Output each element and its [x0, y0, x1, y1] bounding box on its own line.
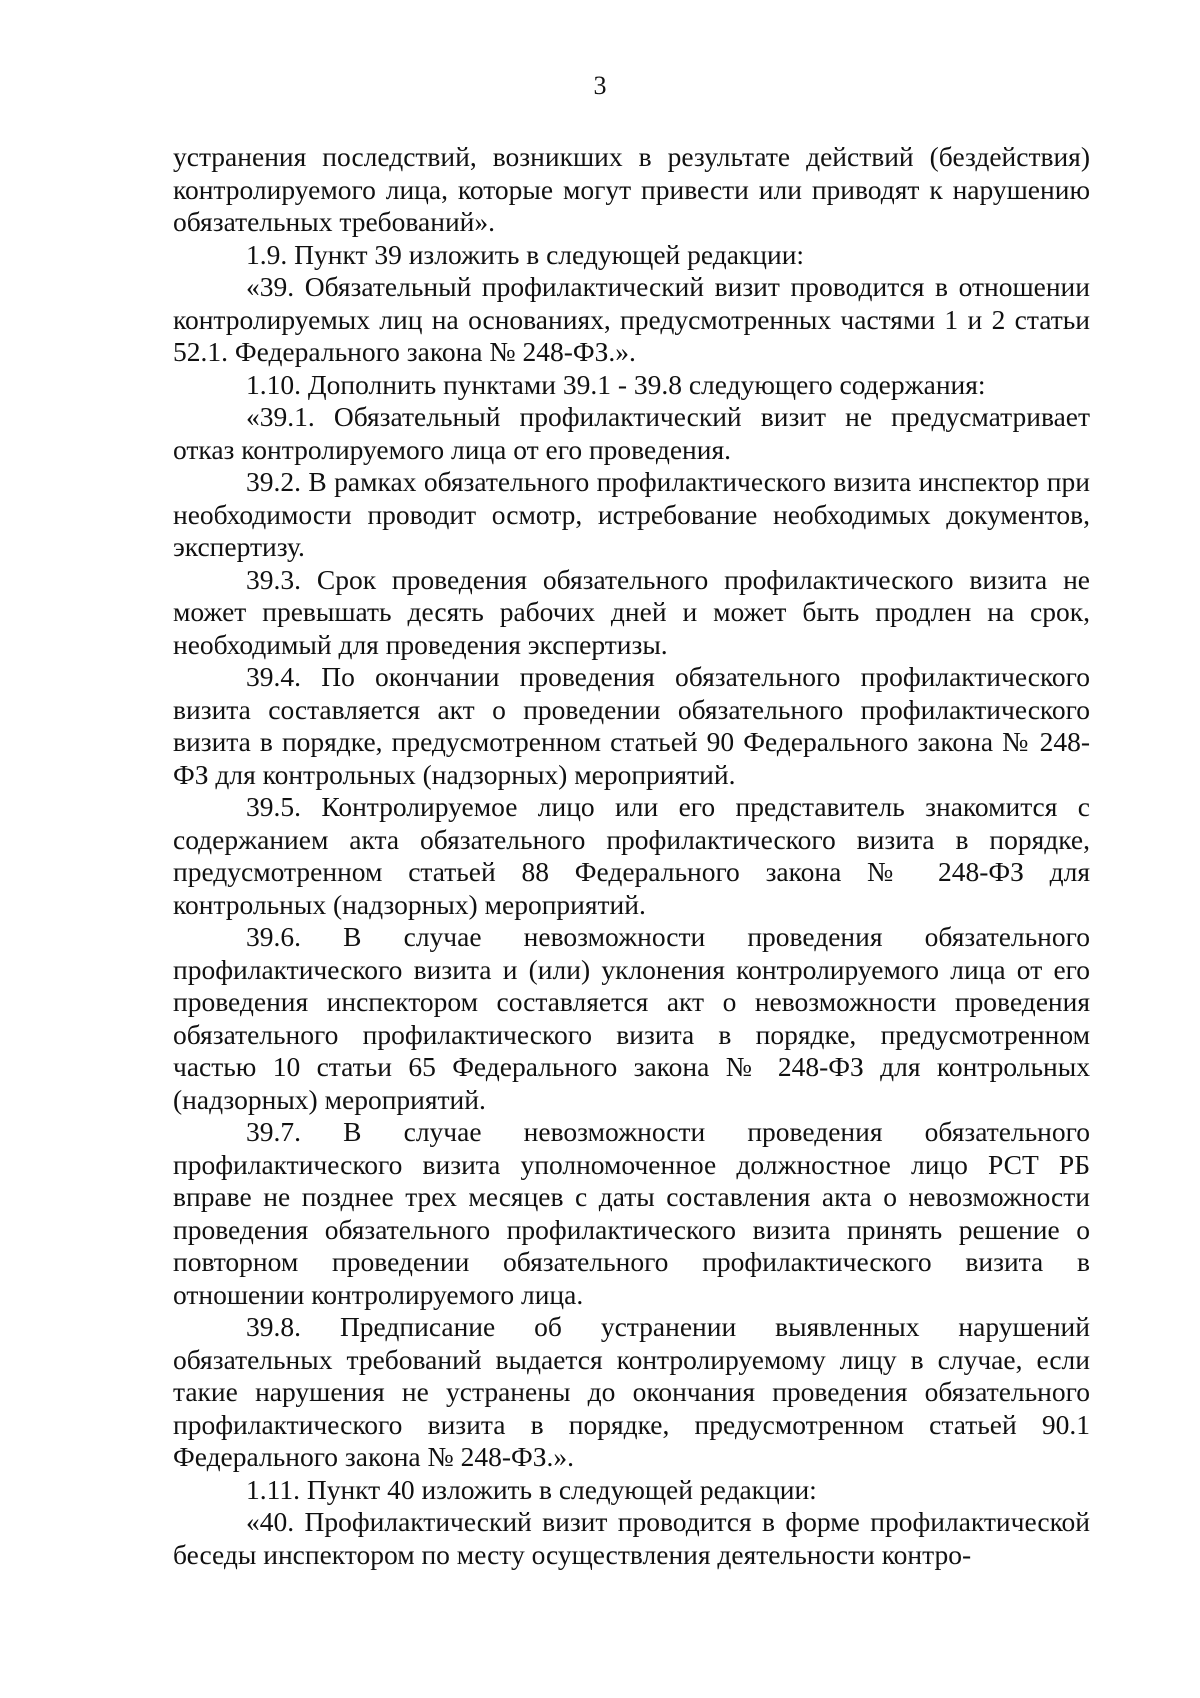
- paragraph-item-39-8: 39.8. Предписание об устранении выявленных нарушений обязательных требований выдается контролируемому лицу в случае, если такие нарушения не устранены до окончания проведения обязательного профилактического визита в порядке, предусмотренном статьей 90.1 Федерального закона № 248-ФЗ.».: [173, 1311, 1090, 1472]
- paragraph-item-39-1: «39.1. Обязательный профилактический визит не предусматривает отказ контролируемого лица от его проведения.: [173, 401, 1090, 465]
- paragraph-item-39-3: 39.3. Срок проведения обязательного профилактического визита не может превышать десять рабочих дней и может быть продлен на срок, необходимый для проведения экспертизы.: [173, 563, 1090, 660]
- paragraph-item-1-11: 1.11. Пункт 40 изложить в следующей редакции:: [246, 1473, 817, 1505]
- paragraph-item-1-9: 1.9. Пункт 39 изложить в следующей редакции:: [246, 238, 805, 270]
- paragraph-item-39-7: 39.7. В случае невозможности проведения обязательного профилактического визита уполномоченное должностное лицо РСТ РБ вправе не позднее трех месяцев с даты составления акта о невозможности проведения обязательного профилактического визита принять решение о повторном проведении обязательного профилактического визита в отношении контролируемого лица.: [173, 1116, 1090, 1310]
- paragraph-item-39-6: 39.6. В случае невозможности проведения обязательного профилактического визита и (или) уклонения контролируемого лица от его проведения инспектором составляется акт о невозможности проведения обязательного профилактического визита в порядке, предусмотренном частью 10 статьи 65 Федерального закона № 248-ФЗ для контрольных (надзорных) мероприятий.: [173, 921, 1090, 1115]
- paragraph-item-39-5: 39.5. Контролируемое лицо или его представитель знакомится с содержанием акта обязательного профилактического визита в порядке, предусмотренном статьей 88 Федерального закона № 248-ФЗ для контрольных (надзорных) мероприятий.: [173, 791, 1090, 920]
- page-number: 3: [593, 71, 607, 100]
- paragraph-item-40: «40. Профилактический визит проводится в форме профилактической беседы инспектором по месту осуществления деятельности контро-: [173, 1506, 1090, 1570]
- paragraph-item-39-4: 39.4. По окончании проведения обязательного профилактического визита составляется акт о проведении обязательного профилактического визита в порядке, предусмотренном статьей 90 Федерального закона № 248-ФЗ для контрольных (надзорных) мероприятий.: [173, 661, 1090, 790]
- paragraph-continuation: устранения последствий, возникших в результате действий (бездействия) контролируемого лица, которые могут привести или приводят к нарушению обязательных требований».: [173, 141, 1090, 237]
- paragraph-item-39-2: 39.2. В рамках обязательного профилактического визита инспектор при необходимости проводит осмотр, истребование необходимых документов, экспертизу.: [173, 466, 1090, 562]
- document-body: [173, 141, 1090, 1571]
- paragraph-item-39: «39. Обязательный профилактический визит проводится в отношении контролируемых лиц на основаниях, предусмотренных частями 1 и 2 статьи 52.1. Федерального закона № 248-ФЗ.».: [173, 271, 1090, 367]
- paragraph-item-1-10: 1.10. Дополнить пунктами 39.1 - 39.8 следующего содержания:: [246, 368, 986, 400]
